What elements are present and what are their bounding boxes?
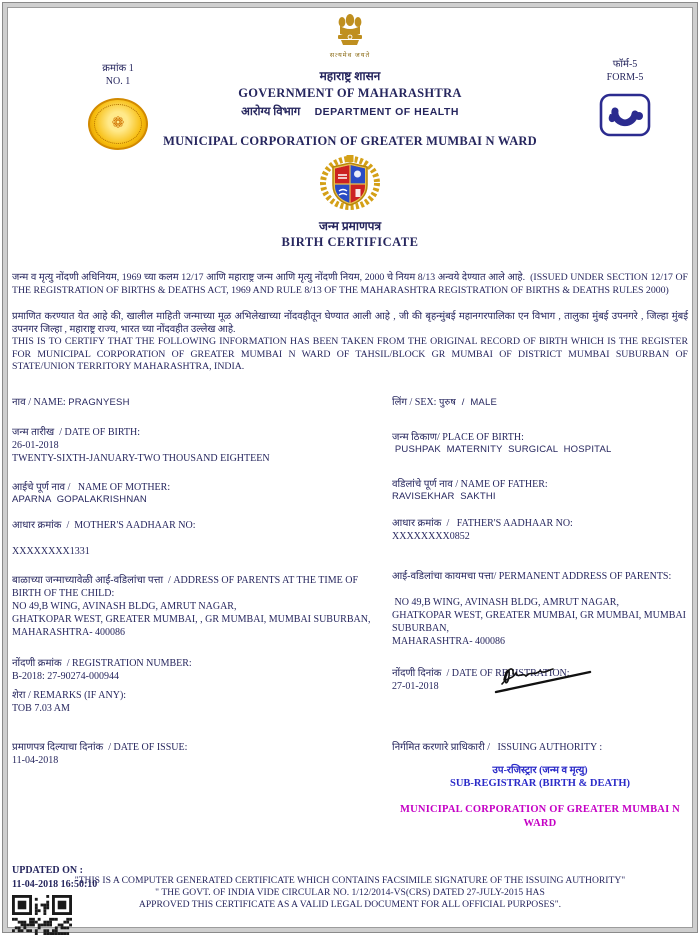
municipal-corporation-title: MUNICIPAL CORPORATION OF GREATER MUMBAI N WARD (163, 134, 537, 148)
registration-date-value: 27-01-2018 (392, 680, 439, 692)
issuing-authority-organisation: MUNICIPAL CORPORATION OF GREATER MUMBAI N WARD (400, 804, 680, 829)
mother-name-value: APARNA GOPALAKRISHNAN (12, 494, 147, 506)
issued-under-text: जन्म व मृत्यु नोंदणी अधिनियम, 1969 च्या कलम 12/17 आणि महाराष्ट्र जन्म आणि मृत्यु नोंदणी नियम, 2000 चे नियम 8/13 अन्वये देण्यात आले आहे. (ISSUED UNDER SECTION 12/17 OF THE REGISTRATION OF BIRTHS & DEATHS ACT, 1969 AND RULE 8/13 OF THE MAHARASHTRA REGISTRATION OF BIRTHS & DEATHS RULES 2000) (12, 272, 691, 296)
government-title-marathi: महाराष्ट्र शासन (319, 69, 381, 83)
field-father-aadhaar (392, 517, 688, 543)
sub-registrar-title-marathi: उप-रजिस्ट्रार (जन्म व मृत्यु) (492, 765, 588, 777)
place-of-birth-label: जन्म ठिकाण/ PLACE OF BIRTH: (392, 432, 524, 444)
father-name-label: वडिलांचे पूर्ण नाव / NAME OF FATHER: (392, 479, 548, 491)
issue-date-block (12, 741, 384, 830)
issuing-authority-signature (490, 646, 610, 702)
department-marathi: आरोग्य विभाग (241, 106, 301, 118)
permanent-address-line: GHATKOPAR WEST, GREATER MUMBAI, GR MUMBAI, MUMBAI (392, 609, 687, 621)
field-remarks (12, 689, 384, 715)
satyameva-jayate-text: सत्यमेव जयते (329, 52, 371, 59)
sex-label: लिंग / SEX: (392, 396, 439, 408)
mcgm-logo-icon (598, 90, 652, 140)
remarks-label: शेरा / REMARKS (IF ANY): (12, 690, 127, 702)
registration-number-value: B-2018: 27-90274-000944 (12, 671, 119, 683)
remarks-value: TOB 7.03 AM (12, 703, 70, 715)
serial-number-english: NO. 1 (105, 76, 131, 87)
issue-date-value: 11-04-2018 (12, 755, 59, 767)
footer-line-1: "THIS IS A COMPUTER GENERATED CERTIFICATE WHICH CONTAINS FACSIMILE SIGNATURE OF THE ISSUING AUTHORITY" (74, 875, 626, 887)
issue-date-label: प्रमाणपत्र दिल्याचा दिनांक / DATE OF ISSUE: (12, 742, 188, 754)
mother-aadhaar-value: XXXXXXXX1331 (12, 546, 90, 558)
field-father-name (392, 478, 688, 503)
spacer (303, 106, 312, 118)
certify-text-english: THIS IS TO CERTIFY THAT THE FOLLOWING INFORMATION HAS BEEN TAKEN FROM THE ORIGINAL RECORD OF BIRTH WHICH IS THE REGISTER FOR MUNICIPAL CORPORATION OF GREATER MUMBAI N WARD OF TAHSIL/BLOCK GR MUMBAI OF DISTRICT MUMBAI SUBURBAN OF STATE/UNION TERRITORY MAHARASHTRA, INDIA. (12, 336, 688, 373)
government-title-english: GOVERNMENT OF MAHARASHTRA (238, 86, 462, 100)
issuing-authority-label: निर्गमित करणारे प्राधिकारी / ISSUING AUTHORITY : (392, 742, 603, 754)
registration-number-label: नोंदणी क्रमांक / REGISTRATION NUMBER: (12, 658, 192, 670)
father-aadhaar-label: आधार क्रमांक / FATHER'S AADHAAR NO: (392, 517, 573, 529)
gold-seal-icon (88, 98, 148, 150)
registration-date-label: नोंदणी दिनांक / DATE OF REGISTRATION: (392, 667, 570, 679)
issue-authority-section (12, 741, 688, 830)
dob-words: TWENTY-SIXTH-JANUARY-TWO THOUSAND EIGHTEEN (12, 453, 270, 465)
mother-aadhaar-label: आधार क्रमांक / MOTHER'S AADHAAR NO: (12, 520, 196, 532)
footer-line-3: APPROVED THIS CERTIFICATE AS A VALID LEGAL DOCUMENT FOR ALL OFFICIAL PURPOSES". (138, 899, 562, 911)
sex-value: पुरुष / MALE (438, 396, 497, 408)
permanent-address-lines (392, 596, 688, 648)
field-mother-aadhaar (12, 519, 384, 558)
birth-address-line: MAHARASHTRA- 400086 (12, 627, 126, 639)
birth-address-line: NO 49,B WING, AVINASH BLDG, AMRUT NAGAR, (12, 601, 237, 613)
birth-address-label: बाळाच्या जन्माच्यावेळी आई-वडिलांचा पत्ता / ADDRESS OF PARENTS AT THE TIME OF BIRTH OF THE CHILD: (12, 575, 361, 600)
certificate-content (12, 10, 691, 925)
permanent-address-line: NO 49,B WING, AVINASH BLDG, AMRUT NAGAR, (392, 596, 619, 608)
footer-line-2: " THE GOVT. OF INDIA VIDE CIRCULAR NO. 1/12/2014-VS(CRS) DATED 27-JULY-2015 HAS (155, 887, 545, 899)
form-number-block (598, 58, 652, 140)
updated-on-value: 11-04-2018 16:50:10 (12, 878, 98, 890)
birth-address-line: GHATKOPAR WEST, GREATER MUMBAI, , GR MUMBAI, MUMBAI SUBURBAN, (12, 614, 371, 626)
updated-on-label: UPDATED ON : (12, 865, 83, 877)
sub-registrar-title-english: SUB-REGISTRAR (BIRTH & DEATH) (449, 778, 630, 790)
field-registration-number (12, 657, 384, 683)
field-name (12, 396, 384, 409)
field-dob (12, 426, 384, 465)
issued-under-paragraph (12, 272, 691, 297)
form-number-marathi: फॉर्म-5 (612, 59, 638, 70)
field-sex (392, 396, 688, 409)
certificate-title-english: BIRTH CERTIFICATE (281, 235, 419, 249)
national-emblem-icon (331, 12, 369, 52)
permanent-address-label: आई-वडिलांचा कायमचा पत्ता/ PERMANENT ADDRESS OF PARENTS: (392, 570, 672, 582)
serial-number-block (88, 62, 148, 150)
father-name-value: RAVISEKHAR SAKTHI (392, 491, 496, 503)
issuing-authority-titles (392, 764, 688, 830)
dob-label: जन्म तारीख / DATE OF BIRTH: (12, 427, 141, 439)
footer-disclaimer (12, 875, 688, 911)
birth-address-lines (12, 600, 384, 639)
name-value: PRAGNYESH (68, 396, 130, 408)
signature-icon (490, 646, 610, 702)
field-mother-name (12, 481, 384, 506)
permanent-address-line: SUBURBAN, (392, 622, 449, 634)
permanent-address-line: MAHARASHTRA- 400086 (392, 635, 506, 647)
mother-name-label: आईचे पूर्ण नाव / NAME OF MOTHER: (12, 482, 171, 494)
form-number-english: FORM-5 (606, 72, 644, 83)
field-birth-address (12, 574, 384, 639)
serial-number-marathi: क्रमांक 1 (102, 63, 134, 74)
certify-paragraph (12, 311, 691, 374)
certificate-title-marathi: जन्म प्रमाणपत्र (318, 219, 382, 233)
mcgm-crest-icon (319, 155, 381, 213)
field-place-of-birth (392, 431, 688, 456)
place-of-birth-value: PUSHPAK MATERNITY SURGICAL HOSPITAL (392, 444, 612, 456)
department-english: DEPARTMENT OF HEALTH (314, 106, 459, 118)
certify-text-marathi: प्रमाणित करण्यात येत आहे की, खालील माहिती जन्माच्या मूळ अभिलेखाच्या नोंदवहीतून घेण्यात आली आहे , जी की बृहन्मुंबई महानगरपालिका एन विभाग , तालुका मुंबई उपनगरे , जिल्हा मुंबई उपनगर जिल्हा , महाराष्ट्र राज्य, भारत च्या नोंदवहीत उल्लेख आहे. (12, 311, 691, 335)
dob-value: 26-01-2018 (12, 440, 59, 452)
field-permanent-address (392, 570, 688, 648)
fields-left-column (12, 396, 384, 716)
father-aadhaar-value: XXXXXXXX0852 (392, 530, 470, 542)
name-label: नाव / NAME: (12, 396, 69, 408)
seal-star-glyph: ❁ (111, 113, 125, 132)
issuing-authority-block (384, 741, 688, 830)
